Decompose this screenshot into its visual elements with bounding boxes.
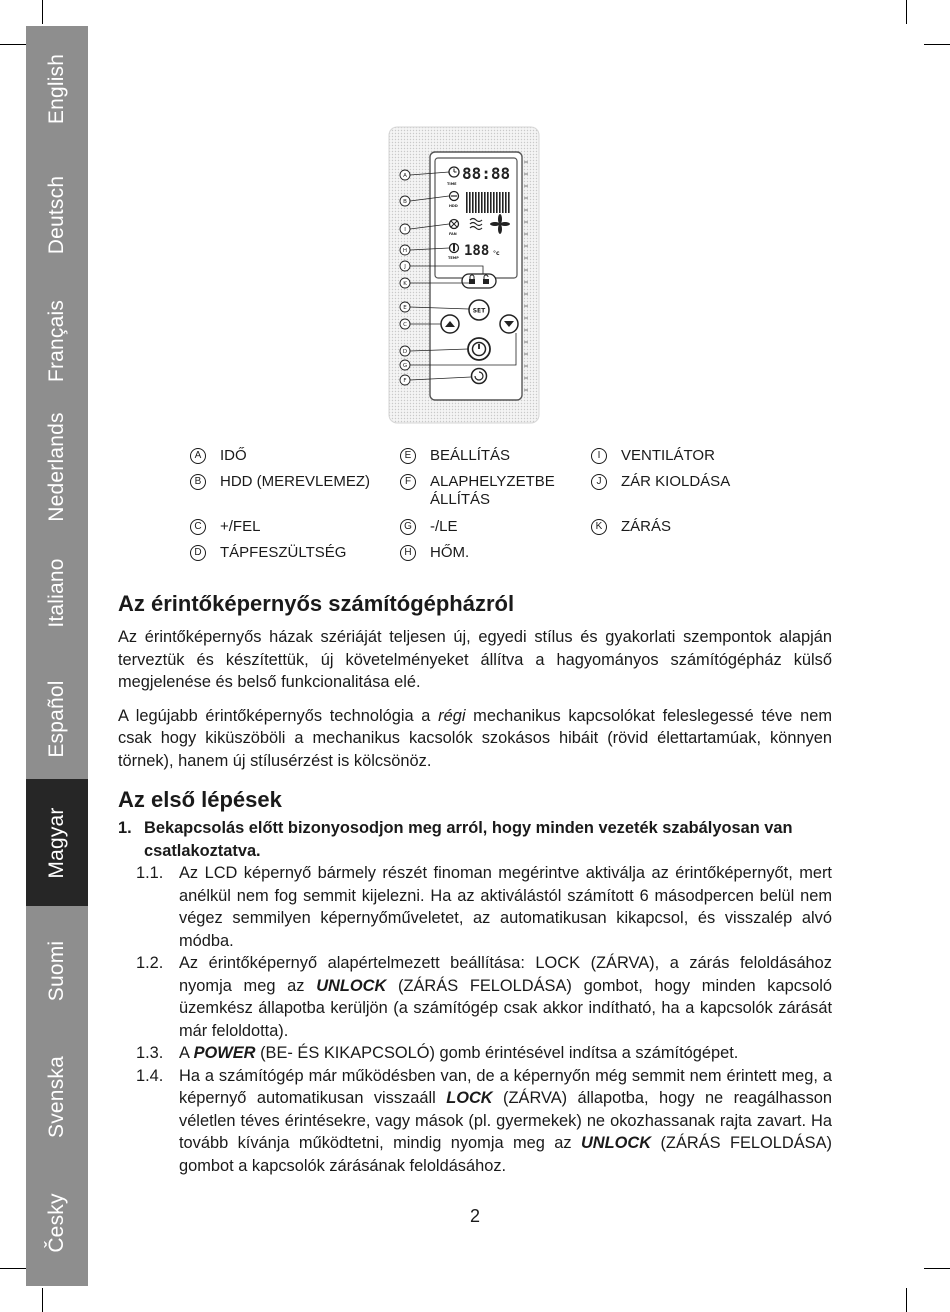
substep-number: 1.1. <box>136 864 164 882</box>
legend-item <box>400 544 580 562</box>
language-tab-label: Deutsch <box>45 175 68 254</box>
callout-k: K <box>403 281 407 287</box>
substep-text-part: Az érintőképernyő alapértelmezett beállítása: LOCK (ZÁRVA), a zárás feloldásához nyomja meg az <box>179 954 832 995</box>
legend-item <box>591 473 791 491</box>
section-heading-about: Az érintőképernyős számítógépházról <box>118 591 515 616</box>
lcd-time-readout: 88:88 <box>462 164 511 183</box>
substep-text: Az LCD képernyő bármely részét finoman megérintve aktiválja az érintőképernyőt, mert anélkül nem fog semmit kijelezni. Ha az aktiválástól számított 6 másodpercen belül nem végez semmilyen képernyőműveletet, az automatikusan kikapcsol, és visszalép alvó módba. <box>179 864 832 950</box>
callout-b: B <box>403 199 407 205</box>
language-tab-deutsch[interactable] <box>26 152 88 277</box>
unlock-icon <box>483 279 489 284</box>
lock-unlock-pill <box>462 274 496 288</box>
legend-text: VENTILÁTOR <box>621 447 715 464</box>
paragraph-text: mechanikus kapcsolókat feleslegessé téve nem csak hogy kiküszöböli a mechanikus kacsolók szokásos hibáit (rövid élettartamúak, könnyen törnek), hanem új stílusérzést is kölcsönöz. <box>118 706 832 770</box>
language-tab-suomi[interactable] <box>26 908 88 1033</box>
substep-number: 1.2. <box>136 954 164 972</box>
callout-d: D <box>402 349 408 355</box>
legend-text: HDD (MEREVLEMEZ) <box>220 473 371 490</box>
legend-marker: H <box>400 545 416 561</box>
legend-marker: G <box>400 519 416 535</box>
lcd-temp-readout: 188 <box>464 243 490 259</box>
reset-button <box>472 369 487 384</box>
legend-marker: J <box>591 474 607 490</box>
page-number: 2 <box>469 1206 480 1226</box>
crop-mark <box>906 0 907 24</box>
crop-mark <box>42 0 43 24</box>
language-tab-italiano[interactable] <box>26 530 88 655</box>
main-content <box>118 590 832 1177</box>
step-text: Bekapcsolás előtt bizonyosodjon meg arról, hogy minden vezeték szabályosan van csatlakoztatva. <box>144 819 793 860</box>
callout-h: H <box>402 248 408 254</box>
legend-marker: I <box>591 448 607 464</box>
language-tab-label: Suomi <box>45 940 68 1001</box>
legend-text: HŐM. <box>430 544 470 561</box>
paragraph-intro: Az érintőképernyős házak szériáját teljesen új, egyedi stílus és gyakorlati szempontok alapján terveztük és készítettük, új követelményeket állítva a hagyományos számítógépház külső megjelenése és belső funkcionalitása elé. <box>118 628 832 691</box>
language-tab-francais[interactable] <box>26 278 88 403</box>
step-1 <box>118 817 832 862</box>
language-tab-magyar[interactable] <box>26 779 88 906</box>
legend-item <box>190 447 390 465</box>
callout-e: E <box>403 305 407 311</box>
keyword-unlock: UNLOCK <box>316 976 387 995</box>
keyword-power: POWER <box>193 1044 256 1062</box>
language-tab-label: Nederlands <box>45 411 68 522</box>
crop-mark <box>42 1288 43 1312</box>
language-tab-label: English <box>45 53 68 124</box>
legend-marker: F <box>400 474 416 490</box>
legend-marker: E <box>400 448 416 464</box>
paragraph-technology <box>118 705 832 773</box>
legend-item <box>190 544 390 562</box>
callout-j: J <box>404 264 406 270</box>
legend-text: -/LE <box>430 518 458 535</box>
legend-marker: B <box>190 474 206 490</box>
callout-c: C <box>403 322 407 328</box>
lcd-label-temp: TEMP <box>448 256 459 260</box>
legend-item <box>400 447 580 465</box>
language-tab-label: Svenska <box>45 1055 68 1138</box>
legend-item <box>591 447 791 465</box>
paragraph-text: A legújabb érintőképernyős technológia a <box>118 706 439 725</box>
crop-mark <box>924 44 950 45</box>
language-tab-nederlands[interactable] <box>26 404 88 529</box>
legend-item <box>400 473 575 509</box>
legend-text: TÁPFESZÜLTSÉG <box>220 544 347 561</box>
language-tab-svenska[interactable] <box>26 1034 88 1159</box>
lcd-temp-unit: °c <box>493 250 500 257</box>
substep-text-part: A <box>179 1044 194 1062</box>
lcd-label-time: TIME <box>447 182 457 186</box>
lcd-label-fan: FAN <box>449 232 457 236</box>
substep-text-part: (ZÁRÁS FELOLDÁSA) gombot, hogy minden kapcsoló üzemkész állapotba kerüljön (a számítógép csak akkor indítható, ha a kapcsolók zárását már feloldotta). <box>179 976 832 1040</box>
language-tab-label: Français <box>45 299 68 382</box>
legend-marker: K <box>591 519 607 535</box>
keyword-lock: LOCK <box>446 1089 493 1107</box>
legend-text: ZÁRÁS <box>621 518 672 535</box>
crop-mark <box>0 44 26 45</box>
legend-marker: C <box>190 519 206 535</box>
language-tab-label: Italiano <box>45 557 68 628</box>
callout-a: A <box>403 173 407 179</box>
language-tab-label: Español <box>45 679 68 758</box>
lcd-label-hdd: HDD <box>449 204 458 208</box>
language-tab-english[interactable] <box>26 26 88 151</box>
language-tab-label: Česky <box>45 1192 68 1253</box>
diagram-legend <box>190 447 790 577</box>
touchscreen-panel-diagram <box>388 126 540 424</box>
crop-mark <box>0 1268 26 1269</box>
substep-number: 1.4. <box>136 1066 164 1085</box>
substep-1-3 <box>118 1042 832 1065</box>
legend-text: BEÁLLÍTÁS <box>430 447 511 464</box>
emphasis-text: régi <box>438 706 466 725</box>
substep-text-part: (ZÁRÁS FELOLDÁSA) gombot a kapcsolók zárásának feloldásához. <box>179 1134 832 1175</box>
step-number: 1. <box>118 819 132 837</box>
substep-text <box>179 1065 832 1178</box>
legend-marker: A <box>190 448 206 464</box>
substep-text-part: (BE- ÉS KIKAPCSOLÓ) gomb érintésével indítsa a számítógépet. <box>255 1044 739 1062</box>
callout-f: F <box>403 378 407 384</box>
language-tab-espanol[interactable] <box>26 656 88 781</box>
substep-text-part: Ha a számítógép már működésben van, de a képernyőn még semmit nem érintett meg, a képernyő automatikusan visszaáll <box>179 1066 832 1107</box>
hdd-activity-bars <box>466 192 510 213</box>
legend-item <box>190 518 390 536</box>
substep-text <box>179 1042 832 1065</box>
legend-item <box>591 518 791 536</box>
callout-i: I <box>404 227 406 233</box>
legend-text: IDŐ <box>220 447 247 464</box>
substep-1-2 <box>118 952 832 1042</box>
set-button-label: SET <box>472 307 486 315</box>
substep-number: 1.3. <box>136 1044 164 1062</box>
crop-mark <box>906 1288 907 1312</box>
legend-text: ALAPHELYZETBE ÁLLÍTÁS <box>430 473 555 508</box>
language-tab-label: Magyar <box>45 806 68 879</box>
legend-item <box>400 518 580 536</box>
keyword-unlock: UNLOCK <box>580 1134 652 1152</box>
crop-mark <box>924 1268 950 1269</box>
legend-text: +/FEL <box>220 518 261 535</box>
language-sidebar <box>26 26 88 1286</box>
substep-text <box>179 952 832 1042</box>
callout-g: G <box>402 363 408 369</box>
legend-item <box>190 473 400 491</box>
legend-text: ZÁR KIOLDÁSA <box>621 473 731 490</box>
substep-1-1 <box>118 862 832 952</box>
substep-1-4 <box>118 1065 832 1178</box>
section-heading-first-steps: Az első lépések <box>118 787 282 812</box>
substep-text-part: (ZÁRVA) állapotba, hogy ne reagálhasson véletlen téves érintésekre, vagy mások (pl. gyermekek) ne okozhassanak rajta zavart. Ha tovább kívánja működtetni, mindig nyomja meg az <box>179 1089 833 1152</box>
legend-marker: D <box>190 545 206 561</box>
